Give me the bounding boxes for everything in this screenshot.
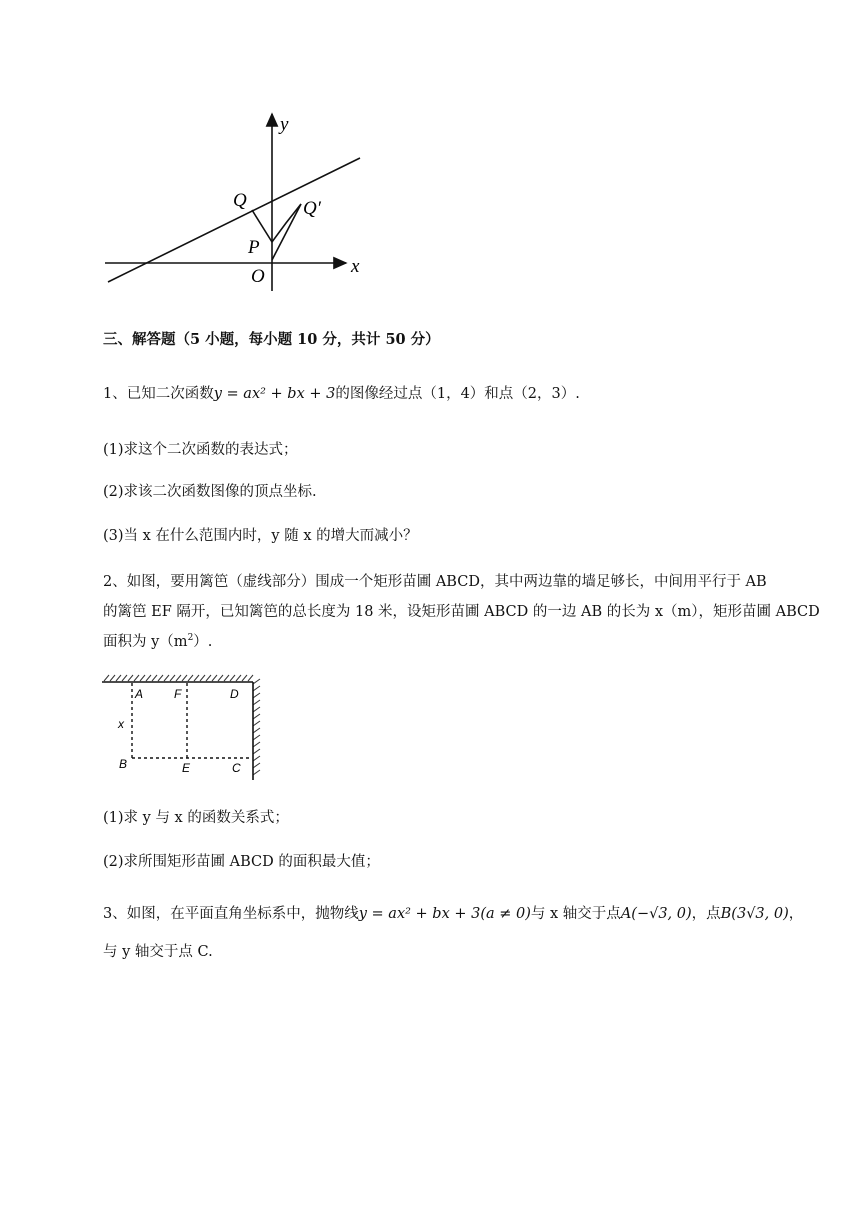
q1-prefix: 1、已知二次函数 <box>103 386 214 402</box>
q1-part1: (1)求这个二次函数的表达式； <box>103 442 298 458</box>
label-c: C <box>232 761 241 775</box>
q3-line1 <box>103 904 803 924</box>
q2-line3-a: 面积为 y（m <box>103 634 188 650</box>
label-o: O <box>251 266 265 287</box>
top-wall-hatching <box>104 675 253 681</box>
label-e: E <box>182 761 191 775</box>
q3-line2: 与 y 轴交于点 C. <box>103 944 213 960</box>
label-x: x <box>118 717 124 731</box>
q3-line1-a: 3、如图，在平面直角坐标系中，抛物线 <box>103 906 359 922</box>
label-q: Q <box>233 190 247 211</box>
label-qprime: Q′ <box>303 198 321 219</box>
garden-figure <box>100 672 268 782</box>
segment-p-o <box>272 204 301 260</box>
section-title: 三、解答题（5 小题，每小题 10 分，共计 50 分） <box>103 331 440 348</box>
label-a: A <box>135 687 144 701</box>
q3-point-a: A(−√3, 0) <box>620 906 692 922</box>
q2-line2: 的篱笆 EF 隔开，已知篱笆的总长度为 18 米，设矩形苗圃 ABCD 的一边 AB 的长为 x（m），矩形苗圃 ABCD <box>103 604 820 620</box>
label-d: D <box>230 687 239 701</box>
label-y: y <box>280 114 289 135</box>
label-p: P <box>248 237 260 258</box>
q3-formula: y = ax² + bx + 3(a ≠ 0) <box>358 906 531 922</box>
coordinate-figure <box>100 106 370 296</box>
label-f: F <box>174 687 182 701</box>
q2-line3-sup: 2 <box>187 633 194 644</box>
q2-part1: (1)求 y 与 x 的函数关系式； <box>103 810 289 826</box>
label-x: x <box>351 256 360 277</box>
q1-formula: y = ax² + bx + 3 <box>213 386 336 402</box>
q3-line1-d: ， <box>788 906 804 922</box>
label-b: B <box>119 757 128 771</box>
q1-part3: (3)当 x 在什么范围内时，y 随 x 的增大而减小？ <box>103 528 418 544</box>
q1-suffix: 的图像经过点（1，4）和点（2，3）. <box>335 386 580 402</box>
q3-point-b: B(3√3, 0) <box>720 906 789 922</box>
q3-line1-b: 与 x 轴交于点 <box>530 906 621 922</box>
q2-line3 <box>103 632 212 652</box>
q2-line3-b: ）. <box>193 634 213 650</box>
q1-stem <box>103 384 580 404</box>
q1-part2: (2)求该二次函数图像的顶点坐标. <box>103 484 317 500</box>
q2-part2: (2)求所围矩形苗圃 ABCD 的面积最大值； <box>103 854 380 870</box>
q2-line1: 2、如图，要用篱笆（虚线部分）围成一个矩形苗圃 ABCD，其中两边靠的墙足够长，中间用平行于 AB <box>103 574 767 590</box>
q3-line1-c: ，点 <box>691 906 721 922</box>
right-wall-hatching <box>253 679 260 775</box>
